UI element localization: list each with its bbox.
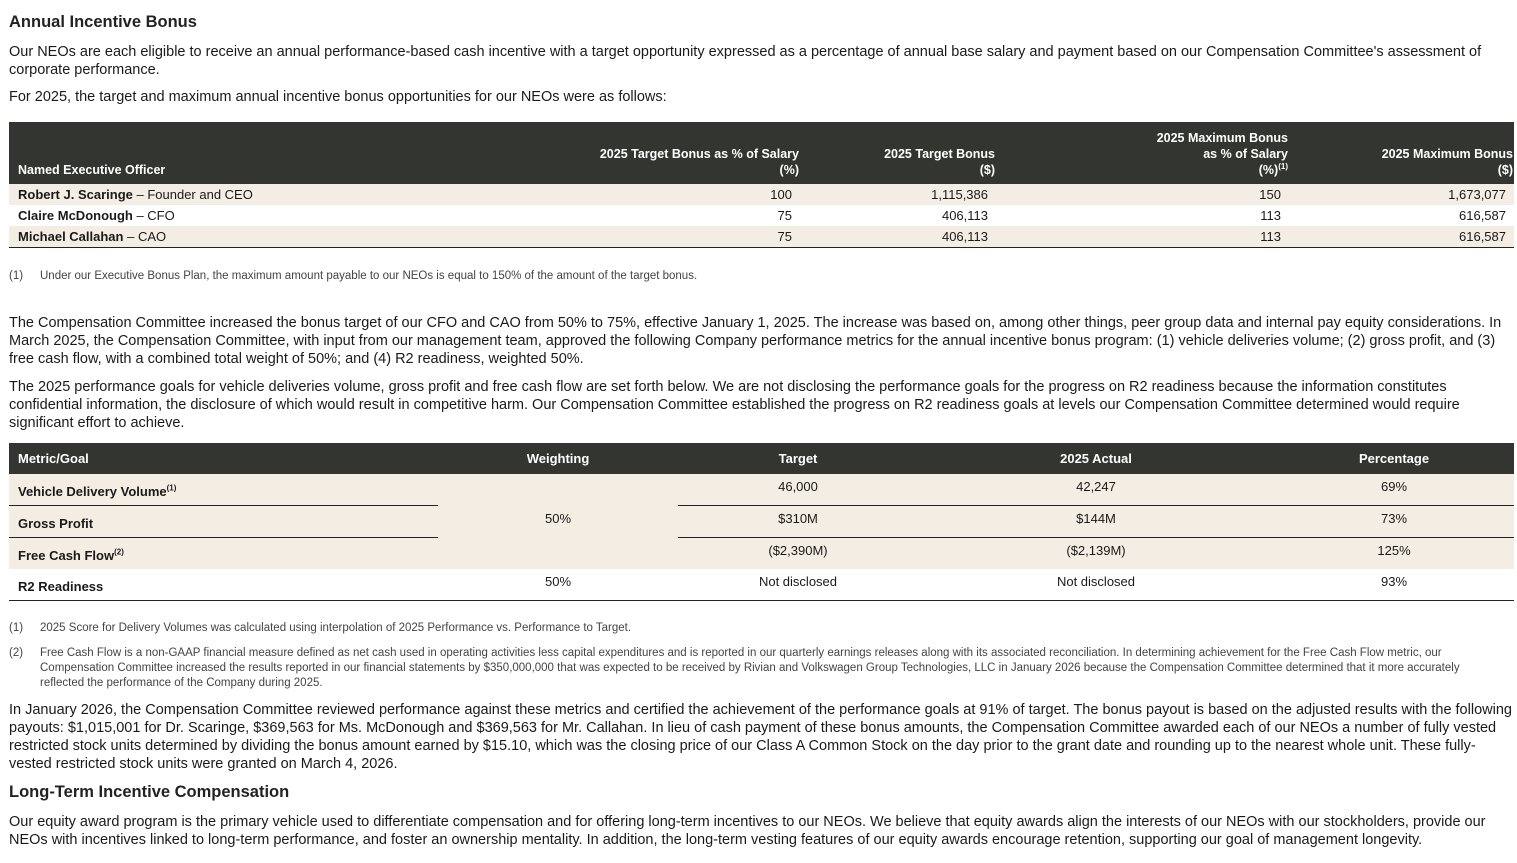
table-header [9, 122, 1514, 184]
cell-weighting-group: 50% [544, 511, 572, 526]
footnote-number: (2) [9, 647, 24, 659]
cell-max-amt: 616,587 [1459, 208, 1506, 223]
officer-name: Michael Callahan [18, 229, 124, 244]
row-divider [678, 537, 1514, 538]
row-divider [678, 505, 1514, 506]
cell-max-pct: 150 [1259, 187, 1281, 202]
cell-actual: ($2,139M) [1066, 543, 1126, 558]
metric-r2-readiness: R2 Readiness [18, 579, 104, 594]
cell-target-pct: 100 [770, 187, 792, 202]
cell-percentage: 93% [1380, 574, 1408, 589]
table1-footnote [9, 269, 1514, 284]
header-target: Target [778, 451, 818, 466]
header-metric: Metric/Goal [18, 451, 89, 466]
table2-footnote [9, 646, 1494, 691]
officer-name: Robert J. Scaringe [18, 187, 133, 202]
officer-title: – CAO [123, 229, 167, 244]
cell-weighting-r2: 50% [544, 574, 572, 589]
paragraph-bonus-opportunities: For 2025, the target and maximum annual incentive bonus opportunities for our NEOs were as follows: [9, 89, 667, 105]
header-percentage: Percentage [1358, 451, 1430, 466]
footnote-number: (1) [9, 622, 24, 634]
cell-target-amt: 406,113 [941, 208, 988, 223]
cell-target-pct: 75 [777, 229, 792, 244]
cell-max-amt: 1,673,077 [1448, 187, 1506, 202]
table-divider [9, 600, 1514, 601]
cell-target: Not disclosed [758, 574, 838, 589]
metric-gross-profit: Gross Profit [18, 516, 94, 531]
table-row [9, 226, 1514, 247]
paragraph-bonus-payout: In January 2026, the Compensation Committee reviewed performance against these metrics and certified the achievement of the performance goals at 91% of target. The bonus payout is based on the adjusted results with the following payouts: $1,015,001 for Dr. Scaringe, $369,563 for Ms. McDonough and $369,563 for Mr. Callahan. In lieu of cash payment of these bonus amounts, the Compensation Committee awarded each of our NEOs a number of fully vested restricted stock units determined by dividing the bonus amount earned by $15.10, which was the closing price of our Class A Common Stock on the day prior to the grant date and rounding up to the nearest whole unit. These fully-vested restricted stock units were granted on March 4, 2026. [9, 702, 1512, 772]
cell-percentage: 73% [1380, 511, 1408, 526]
metric-vehicle-delivery-volume: Vehicle Delivery Volume$^{(1)}$ [18, 483, 177, 499]
header-max-pct: 2025 Maximum Bonus as % of Salary (%)$^{(1)}$ [1156, 131, 1288, 177]
header-target-amt: 2025 Target Bonus ($) [884, 147, 995, 177]
cell-max-pct: 113 [1260, 229, 1281, 244]
cell-target-amt: 406,113 [941, 229, 988, 244]
footnote-text: Free Cash Flow is a non-GAAP financial measure defined as net cash used in operating activities less capital expenditures and is reported in our quarterly earnings releases along with its associated reconciliation. In determining achievement for the Free Cash Flow metric, our Compensation Committee increased the results reported in our financial statements by $350,000,000 that was expected to be received by Rivian and Volkswagen Group Technologies, LLC in January 2026 because the Compensation Committee determined that it more accurately reflected the performance of the Company during 2025. [40, 647, 1460, 689]
table-divider [9, 247, 1514, 248]
cell-target: $310M [778, 511, 818, 526]
header-max-amt: 2025 Maximum Bonus ($) [1381, 147, 1513, 177]
table-row [9, 184, 1514, 205]
table-row [9, 205, 1514, 226]
cell-max-amt: 616,587 [1459, 229, 1506, 244]
footnote-number: (1) [9, 270, 24, 282]
cell-percentage: 125% [1377, 543, 1411, 558]
cell-target: 46,000 [778, 479, 818, 494]
header-target-pct: 2025 Target Bonus as % of Salary (%) [599, 147, 799, 177]
paragraph-performance-goals: The 2025 performance goals for vehicle deliveries volume, gross profit and free cash flow are set forth below. We are not disclosing the performance goals for the progress on R2 readiness because the information constitutes confidential information, the disclosure of which would result in competitive harm. Our Compensation Committee established the progress on R2 readiness goals at levels our Compensation Committee determined would require significant effort to achieve. [9, 379, 1460, 431]
officer-name: Claire McDonough [18, 208, 133, 223]
cell-actual: $144M [1076, 511, 1116, 526]
cell-max-pct: 113 [1260, 208, 1281, 223]
header-weighting: Weighting [526, 451, 590, 466]
paragraph-equity-award-program: Our equity award program is the primary vehicle used to differentiate compensation and for offering long-term incentives to our NEOs. We believe that equity awards align the interests of our NEOs with our stockholders, provide our NEOs with incentives linked to long-term performance, and foster an ownership mentality. In addition, the long-term vesting features of our equity awards encourage retention, supporting our goal of management longevity. [9, 814, 1486, 848]
section-title-long-term-incentive: Long-Term Incentive Compensation [9, 783, 290, 801]
cell-target: ($2,390M) [768, 543, 828, 558]
paragraph-bonus-intro: Our NEOs are each eligible to receive an annual performance-based cash incentive with a target opportunity expressed as a percentage of annual base salary and payment based on our Compensation Committee's assessment of corporate performance. [9, 44, 1482, 78]
metric-free-cash-flow: Free Cash Flow$^{(2)}$ [18, 547, 124, 563]
officer-title: – Founder and CEO [132, 187, 253, 202]
header-actual: 2025 Actual [1060, 451, 1132, 466]
officer-title: – CFO [132, 208, 175, 223]
performance-metrics-table [9, 443, 1514, 600]
cell-actual: 42,247 [1076, 479, 1116, 494]
row-divider [9, 537, 438, 538]
cell-target-pct: 75 [777, 208, 792, 223]
table-body [9, 474, 1514, 600]
table2-footnote [9, 621, 1514, 636]
section-title-annual-incentive-bonus: Annual Incentive Bonus [9, 13, 197, 31]
table-header [9, 443, 1514, 474]
footnote-text: 2025 Score for Delivery Volumes was calculated using interpolation of 2025 Performance vs. Performance to Target. [40, 622, 632, 634]
row-divider [9, 505, 438, 506]
cell-actual: Not disclosed [1056, 574, 1136, 589]
bonus-opportunity-table [9, 122, 1514, 248]
cell-percentage: 69% [1380, 479, 1408, 494]
header-officer: Named Executive Officer [18, 163, 166, 177]
footnote-text: Under our Executive Bonus Plan, the maximum amount payable to our NEOs is equal to 150% of the amount of the target bonus. [40, 270, 698, 282]
paragraph-bonus-target-increase: The Compensation Committee increased the bonus target of our CFO and CAO from 50% to 75%, effective January 1, 2025. The increase was based on, among other things, peer group data and internal pay equity considerations. In March 2025, the Compensation Committee, with input from our management team, approved the following Company performance metrics for the annual incentive bonus program: (1) vehicle deliveries volume; (2) gross profit, and (3) free cash flow, with a combined total weight of 50%; and (4) R2 readiness, weighted 50%. [9, 315, 1502, 367]
cell-target-amt: 1,115,386 [931, 187, 988, 202]
